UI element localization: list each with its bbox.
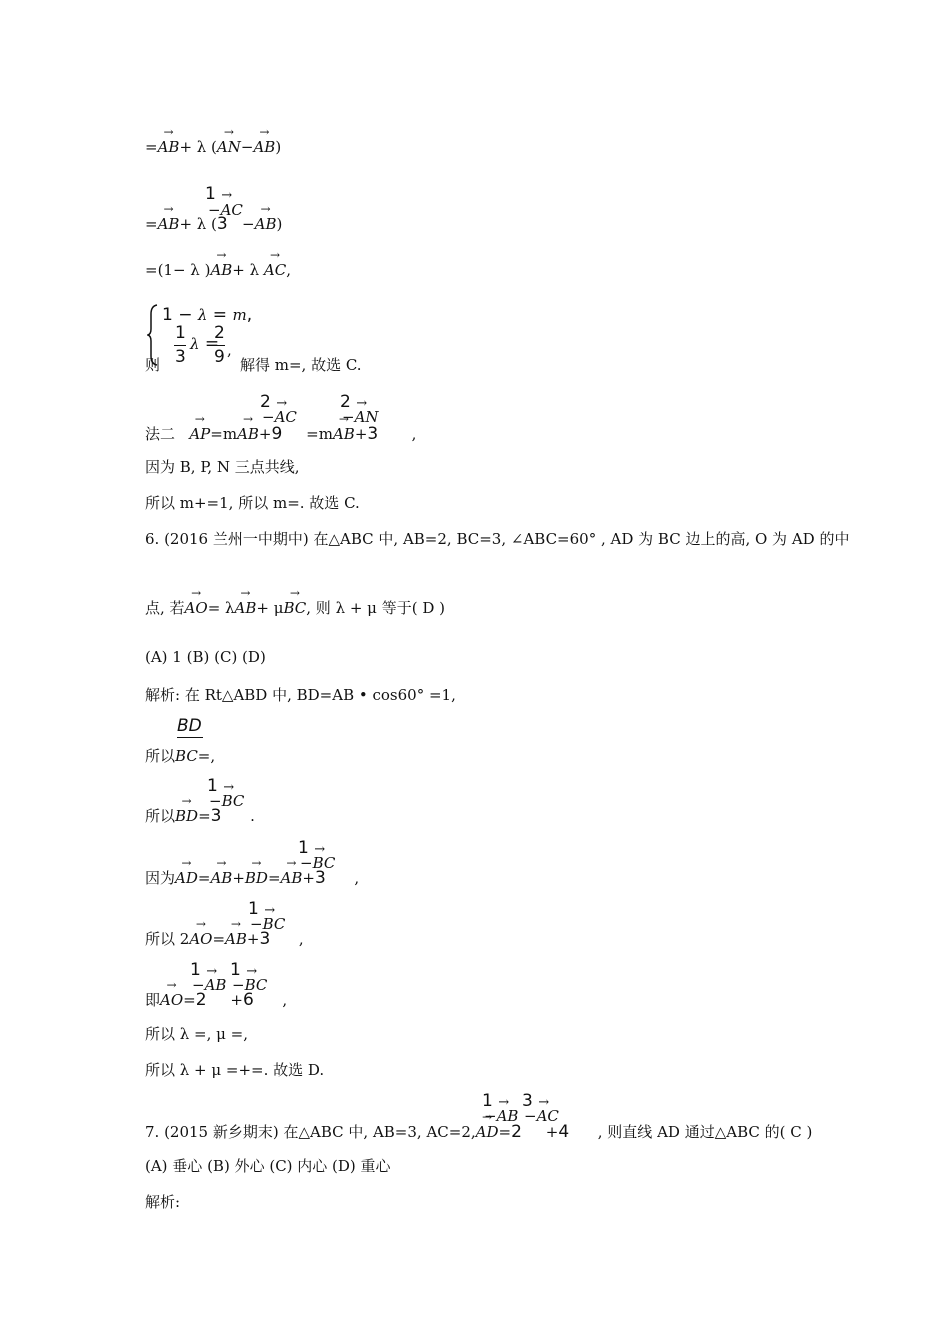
sys-frac-num-1: 1 bbox=[175, 323, 186, 343]
vector-ab-4: → AB bbox=[255, 214, 277, 234]
lam-mu-line: 所以 λ =, μ =, bbox=[145, 1025, 249, 1043]
so-m-line: 所以 m+=1, 所以 m=. 故选 C. bbox=[145, 494, 360, 512]
ze-line: 则 bbox=[145, 356, 161, 374]
q6-end: , 则 λ + μ 等于( D ) bbox=[306, 599, 445, 617]
ji-frac-1a: 1 → bbox=[190, 960, 218, 980]
vector-ap: → AP bbox=[189, 424, 210, 444]
jiexi-6: 解析: 在 Rt△ABD 中, BD=AB • cos60° =1, bbox=[145, 686, 456, 704]
q7-frac-ac: −AC bbox=[524, 1107, 559, 1125]
so-bd-bc: 所以BC=, bbox=[145, 747, 216, 765]
vector-ac: → AC bbox=[264, 260, 286, 280]
bd-num: BD bbox=[177, 716, 202, 736]
question-6: 6. (2016 兰州一中期中) 在△ABC 中, AB=2, BC=3, ∠ABC=60° , AD 为 BC 边上的高, O 为 AD 的中 bbox=[145, 530, 850, 548]
jiede-line: 解得 m=, 故选 C. bbox=[240, 356, 362, 374]
q6-mid: = λ bbox=[207, 599, 235, 617]
sys-frac-num-2: 2 bbox=[214, 323, 225, 343]
vector-ao: → AO bbox=[185, 598, 208, 618]
vector-ab-2: → AB bbox=[253, 137, 275, 157]
frac-ac: −AC bbox=[208, 201, 243, 219]
eq-line-2: =→ AB+ λ (3 −→ AB) bbox=[145, 214, 282, 234]
vector-ad-2: → AD bbox=[476, 1122, 499, 1142]
fa2-frac-2b: 2 → bbox=[340, 392, 368, 412]
fa2-frac-ac: −AC bbox=[262, 408, 297, 426]
q6-pre: 点, 若 bbox=[145, 599, 185, 617]
vector-bd: → BD bbox=[175, 806, 198, 826]
vector-bd-2: → BD bbox=[245, 868, 268, 888]
sys-frac-den-3: 3 bbox=[175, 347, 186, 367]
sys-frac-den-9: 9 bbox=[214, 347, 225, 367]
question-7: 7. (2015 新乡期末) 在△ABC 中, AB=3, AC=2,→ AD=2 +4 , 则直线 AD 通过△ABC 的( C ) bbox=[145, 1122, 812, 1142]
vector-bc: → BC bbox=[283, 598, 306, 618]
fa2-frac-2a: 2 → bbox=[260, 392, 288, 412]
vector-ab-9: → AB bbox=[210, 868, 232, 888]
ji-frac-ab: −AB bbox=[192, 976, 227, 994]
q7-frac-1: 1 → bbox=[482, 1091, 510, 1111]
vector-ao-2: → AO bbox=[189, 929, 212, 949]
q6-mid2: + μ bbox=[256, 599, 284, 617]
vector-ab-8: → AB bbox=[235, 598, 257, 618]
vector-ao-3: → AO bbox=[160, 990, 183, 1010]
eq-line-1: =→ AB+ λ (→ AN−→ AB) bbox=[145, 137, 281, 157]
so-2ao: 所以 2→ AO=→ AB+3 , bbox=[145, 929, 304, 949]
q7-end: , 则直线 AD 通过△ABC 的( C ) bbox=[597, 1123, 813, 1141]
fa2-frac-an: −AN bbox=[342, 408, 379, 426]
vector-an: → AN bbox=[217, 137, 241, 157]
ji-ao: 即→ AO=2 +6 , bbox=[145, 990, 287, 1010]
sys-frac-bar-2 bbox=[213, 345, 225, 346]
bd-bc-bar bbox=[177, 737, 203, 738]
bd-frac-bc: −BC bbox=[209, 792, 245, 810]
eq-line-3: =(1− λ )→ AB+ λ → AC, bbox=[145, 260, 291, 280]
fa2-label: 法二 bbox=[145, 425, 176, 443]
question-6-cont bbox=[145, 598, 445, 618]
ad-frac-bc: −BC bbox=[300, 854, 336, 872]
yinwei-ad: 因为→ AD=→ AB+→ BD=→ AB+3 , bbox=[145, 868, 359, 888]
system-row-2: λ = bbox=[190, 334, 220, 354]
so-bd: 所以→ BD=3 . bbox=[145, 806, 255, 826]
vector-ab-10: → AB bbox=[281, 868, 303, 888]
q7-frac-ab: −AB bbox=[484, 1107, 519, 1125]
system-row-1: 1 − λ = m, bbox=[162, 305, 253, 325]
bpn-line: 因为 B, P, N 三点共线, bbox=[145, 458, 300, 476]
ao-frac-1: 1 → bbox=[248, 899, 276, 919]
q6-options: (A) 1 (B) (C) (D) bbox=[145, 648, 266, 666]
sum-line: 所以 λ + μ =+=. 故选 D. bbox=[145, 1061, 325, 1079]
vector-ab-6: → AB bbox=[237, 424, 259, 444]
vector-ad: → AD bbox=[175, 868, 198, 888]
vector-ab-3: → AB bbox=[158, 214, 180, 234]
sys-comma: , bbox=[227, 341, 232, 359]
sys-frac-bar bbox=[174, 345, 186, 346]
vector-ab-11: → AB bbox=[225, 929, 247, 949]
jiexi-7: 解析: bbox=[145, 1193, 181, 1211]
ad-frac-1: 1 → bbox=[298, 838, 326, 858]
ji-frac-bc: −BC bbox=[232, 976, 268, 994]
vector-ab: → AB bbox=[158, 137, 180, 157]
frac-1-3-num: 1 → bbox=[205, 184, 233, 204]
q7-frac-3: 3 → bbox=[522, 1091, 550, 1111]
fa2-line: 法二 → AP=m→ AB+9 =m→ AB+3 , bbox=[145, 424, 416, 444]
ao-frac-bc: −BC bbox=[250, 915, 286, 933]
q7-pre: 7. (2015 新乡期末) 在△ABC 中, AB=3, AC=2, bbox=[145, 1123, 476, 1141]
ji-frac-1b: 1 → bbox=[230, 960, 258, 980]
q7-options: (A) 垂心 (B) 外心 (C) 内心 (D) 重心 bbox=[145, 1157, 391, 1175]
vector-ab-7: → AB bbox=[333, 424, 355, 444]
bd-frac-1: 1 → bbox=[207, 776, 235, 796]
vector-ab-5: → AB bbox=[210, 260, 232, 280]
